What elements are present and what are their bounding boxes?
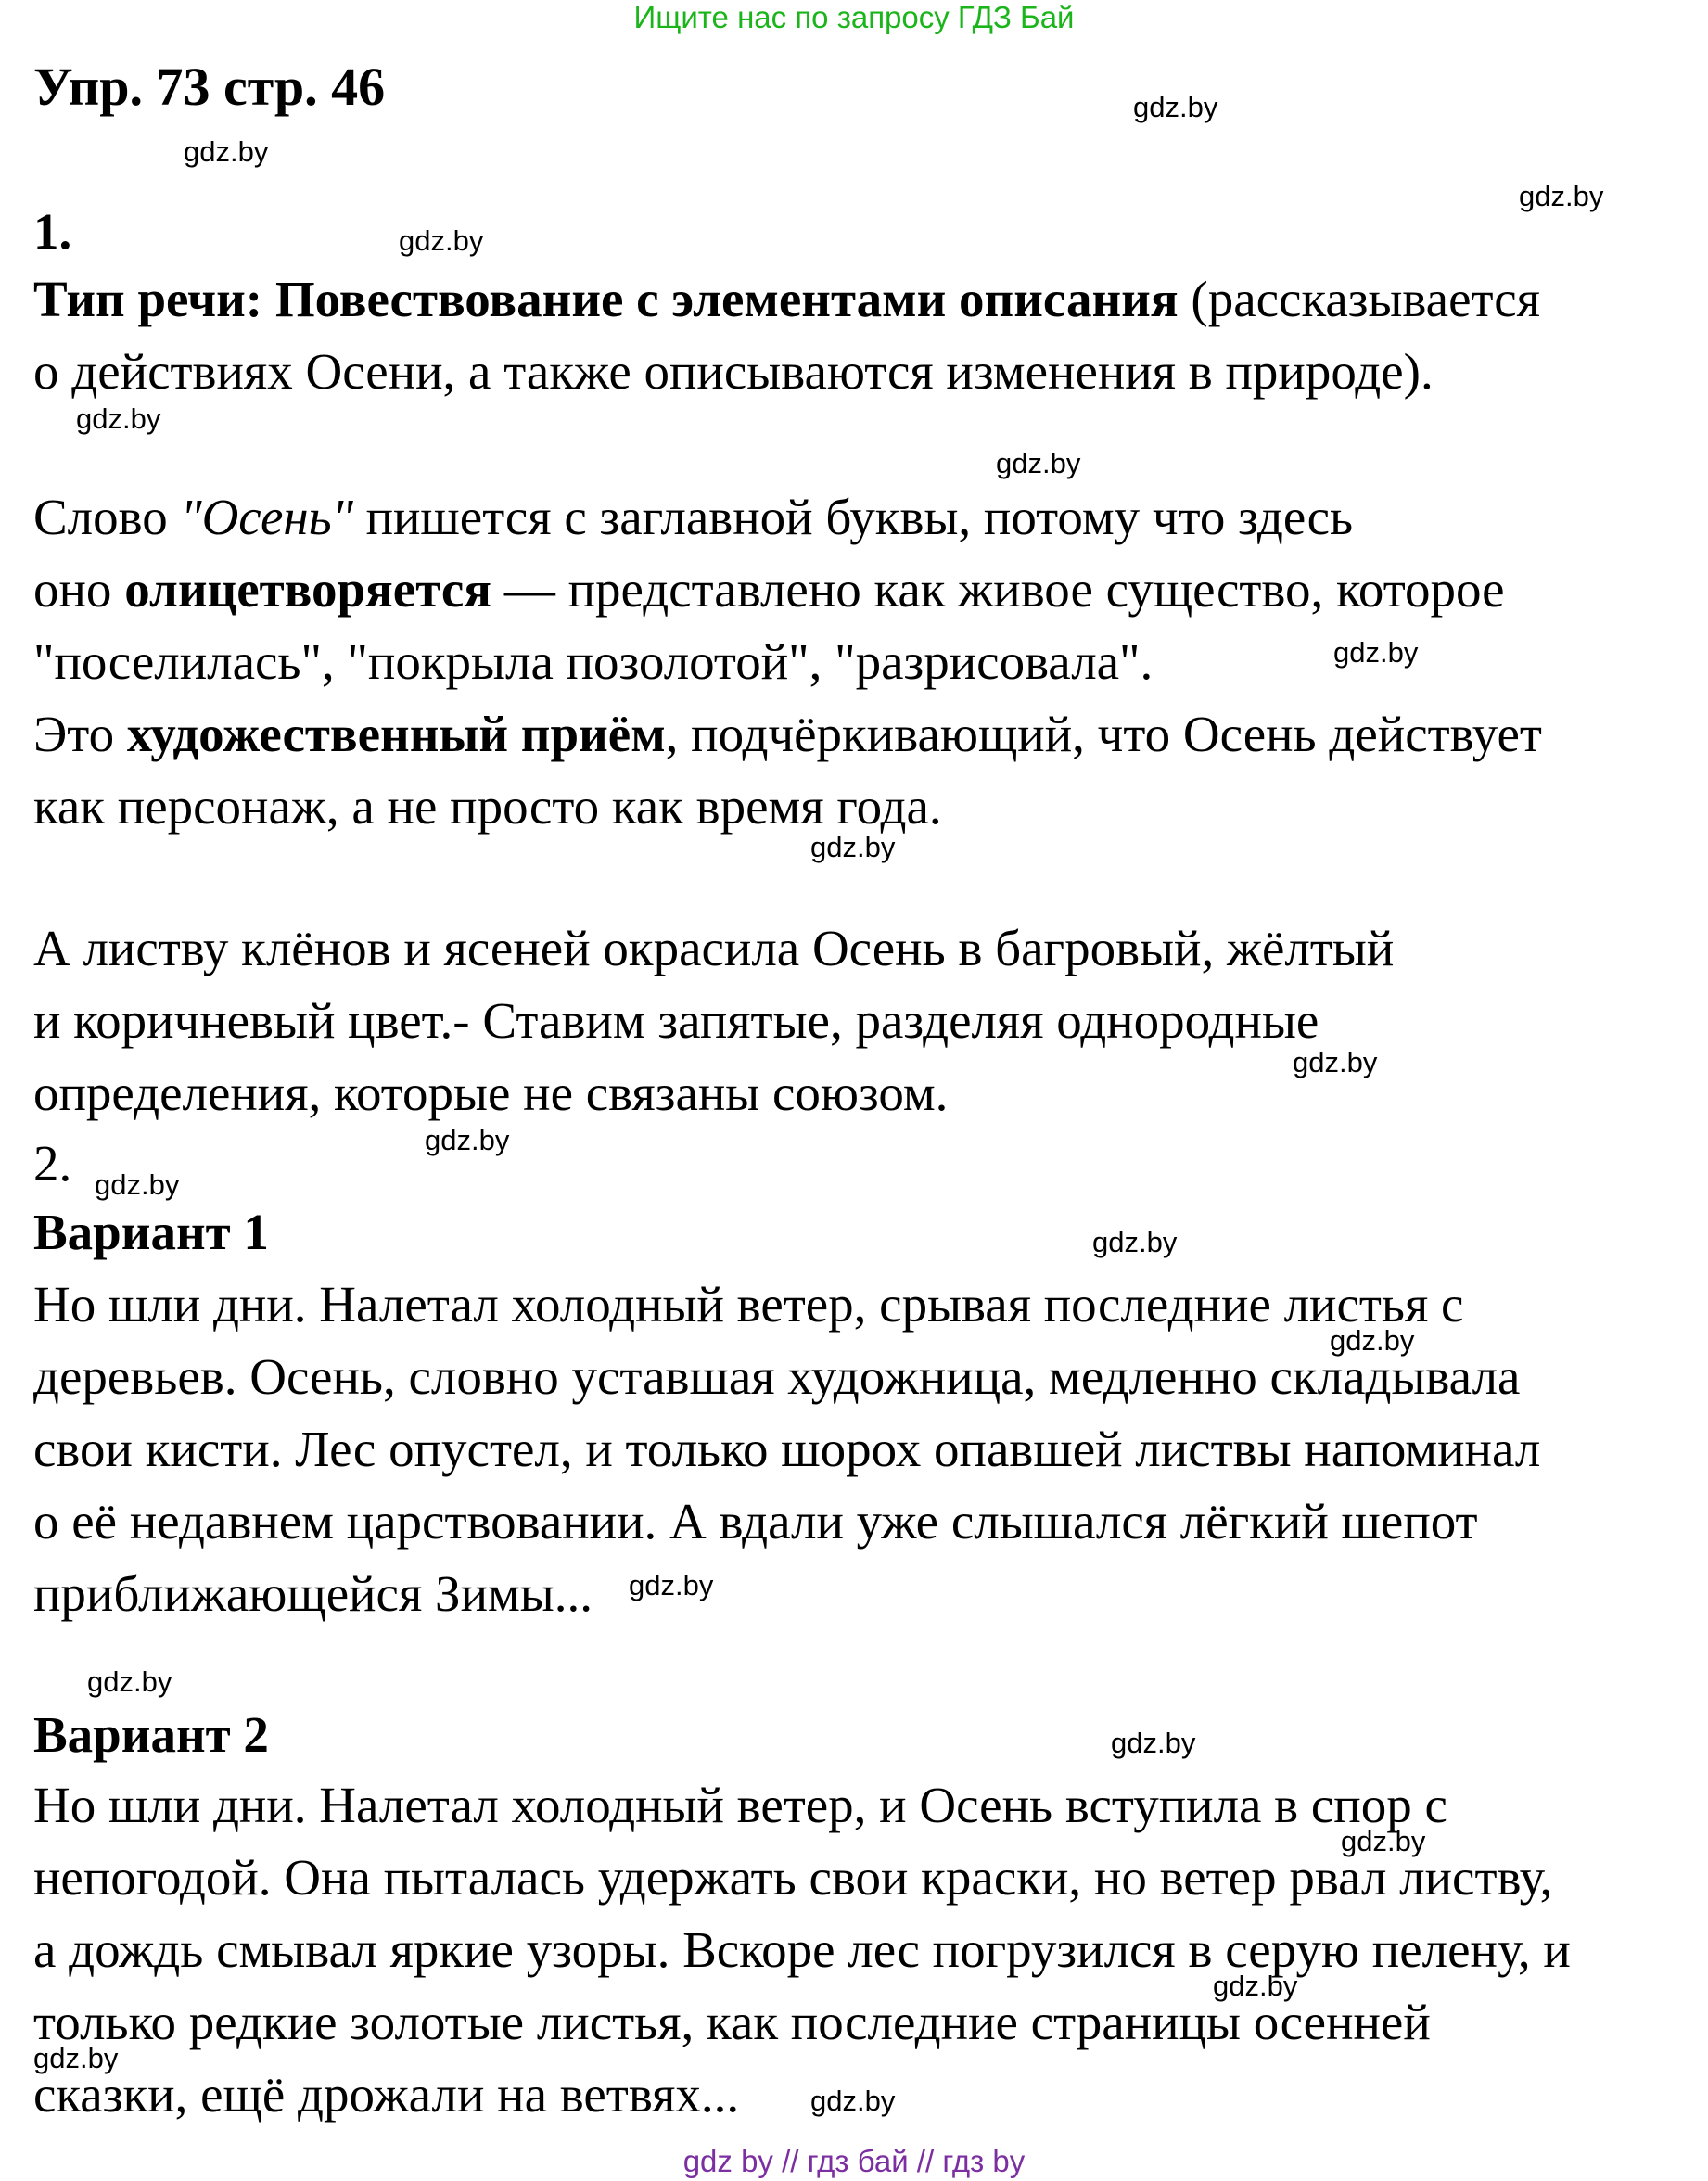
speech-type-bold: Тип речи: Повествование с элементами описания — [33, 271, 1179, 327]
speech-type-line-1 — [33, 269, 1540, 330]
watermark: gdz.by — [425, 1124, 510, 1156]
watermark: gdz.by — [996, 447, 1081, 479]
variant-1-line: приближающейся Зимы... — [33, 1565, 593, 1622]
watermark: gdz.by — [1213, 1970, 1298, 2002]
variant-2-heading: Вариант 2 — [33, 1706, 269, 1763]
capital-line-4 — [33, 704, 1542, 765]
capital-line-5: как персонаж, а не просто как время года. — [33, 778, 942, 835]
watermark: gdz.by — [810, 2085, 896, 2117]
variant-1-line: Но шли дни. Налетал холодный ветер, срывая последние листья с — [33, 1276, 1464, 1333]
capital-line-2 — [33, 559, 1505, 620]
watermark: gdz.by — [87, 1665, 172, 1698]
personification-term: олицетворяется — [124, 561, 492, 618]
variant-2-line: сказки, ещё дрожали на ветвях... — [33, 2066, 740, 2123]
watermark: gdz.by — [33, 2042, 119, 2074]
variant-1-line: о её недавнем царствовании. А вдали уже слышался лёгкий шепот — [33, 1493, 1478, 1550]
watermark: gdz.by — [399, 224, 484, 257]
capital-text: Слово — [33, 489, 181, 545]
capital-text: — представлено как живое существо, которое — [491, 561, 1505, 618]
commas-line-1: А листву клёнов и ясеней окрасила Осень в багровый, жёлтый — [33, 920, 1395, 976]
watermark: gdz.by — [1111, 1727, 1196, 1759]
commas-line-2: и коричневый цвет.- Ставим запятые, разделяя однородные — [33, 992, 1319, 1049]
variant-1-heading: Вариант 1 — [33, 1204, 269, 1260]
commas-line-3: определения, которые не связаны союзом. — [33, 1065, 949, 1121]
capital-line-3: "поселилась", "покрыла позолотой", "разрисовала". — [33, 633, 1154, 690]
variant-2-line: а дождь смывал яркие узоры. Вскоре лес погрузился в серую пелену, и — [33, 1921, 1571, 1978]
top-banner[interactable]: Ищите нас по запросу ГДЗ Бай — [633, 0, 1075, 34]
watermark: gdz.by — [810, 831, 896, 863]
watermark: gdz.by — [1293, 1046, 1378, 1078]
watermark: gdz.by — [1133, 91, 1218, 123]
capital-text: пишется с заглавной буквы, потому что здесь — [352, 489, 1354, 545]
watermark: gdz.by — [629, 1569, 714, 1601]
watermark: gdz.by — [1341, 1825, 1426, 1857]
variant-2-line: Но шли дни. Налетал холодный ветер, и Осень вступила в спор с — [33, 1777, 1447, 1833]
watermark: gdz.by — [184, 135, 269, 168]
page-title: Упр. 73 стр. 46 — [33, 57, 386, 117]
variant-2-line: непогодой. Она пыталась удержать свои краски, но ветер рвал листву, — [33, 1849, 1553, 1906]
part-1-label: 1. — [33, 203, 72, 260]
capital-text: , подчёркивающий, что Осень действует — [665, 706, 1542, 762]
bottom-banner[interactable]: gdz by // гдз бай // гдз by — [682, 2144, 1026, 2178]
capital-line-1 — [33, 487, 1353, 548]
watermark: gdz.by — [1330, 1324, 1415, 1357]
capital-text: Это — [33, 706, 127, 762]
watermark: gdz.by — [95, 1168, 180, 1201]
variant-1-line: свои кисти. Лес опустел, и только шорох опавшей листвы напоминал — [33, 1421, 1541, 1477]
watermark: gdz.by — [1333, 636, 1419, 669]
speech-type-rest: (рассказывается — [1178, 271, 1540, 327]
watermark: gdz.by — [76, 402, 161, 435]
watermark: gdz.by — [1519, 180, 1604, 212]
osen-word: "Осень" — [180, 489, 353, 545]
variant-2-line: только редкие золотые листья, как последние страницы осенней — [33, 1994, 1431, 2050]
speech-type-line-2: о действиях Осени, а также описываются изменения в природе). — [33, 343, 1434, 400]
watermark: gdz.by — [1092, 1226, 1178, 1258]
artistic-device-term: художественный приём — [126, 706, 666, 762]
capital-text: оно — [33, 561, 125, 618]
part-2-label: 2. — [33, 1135, 72, 1192]
variant-1-line: деревьев. Осень, словно уставшая художница, медленно складывала — [33, 1348, 1521, 1405]
